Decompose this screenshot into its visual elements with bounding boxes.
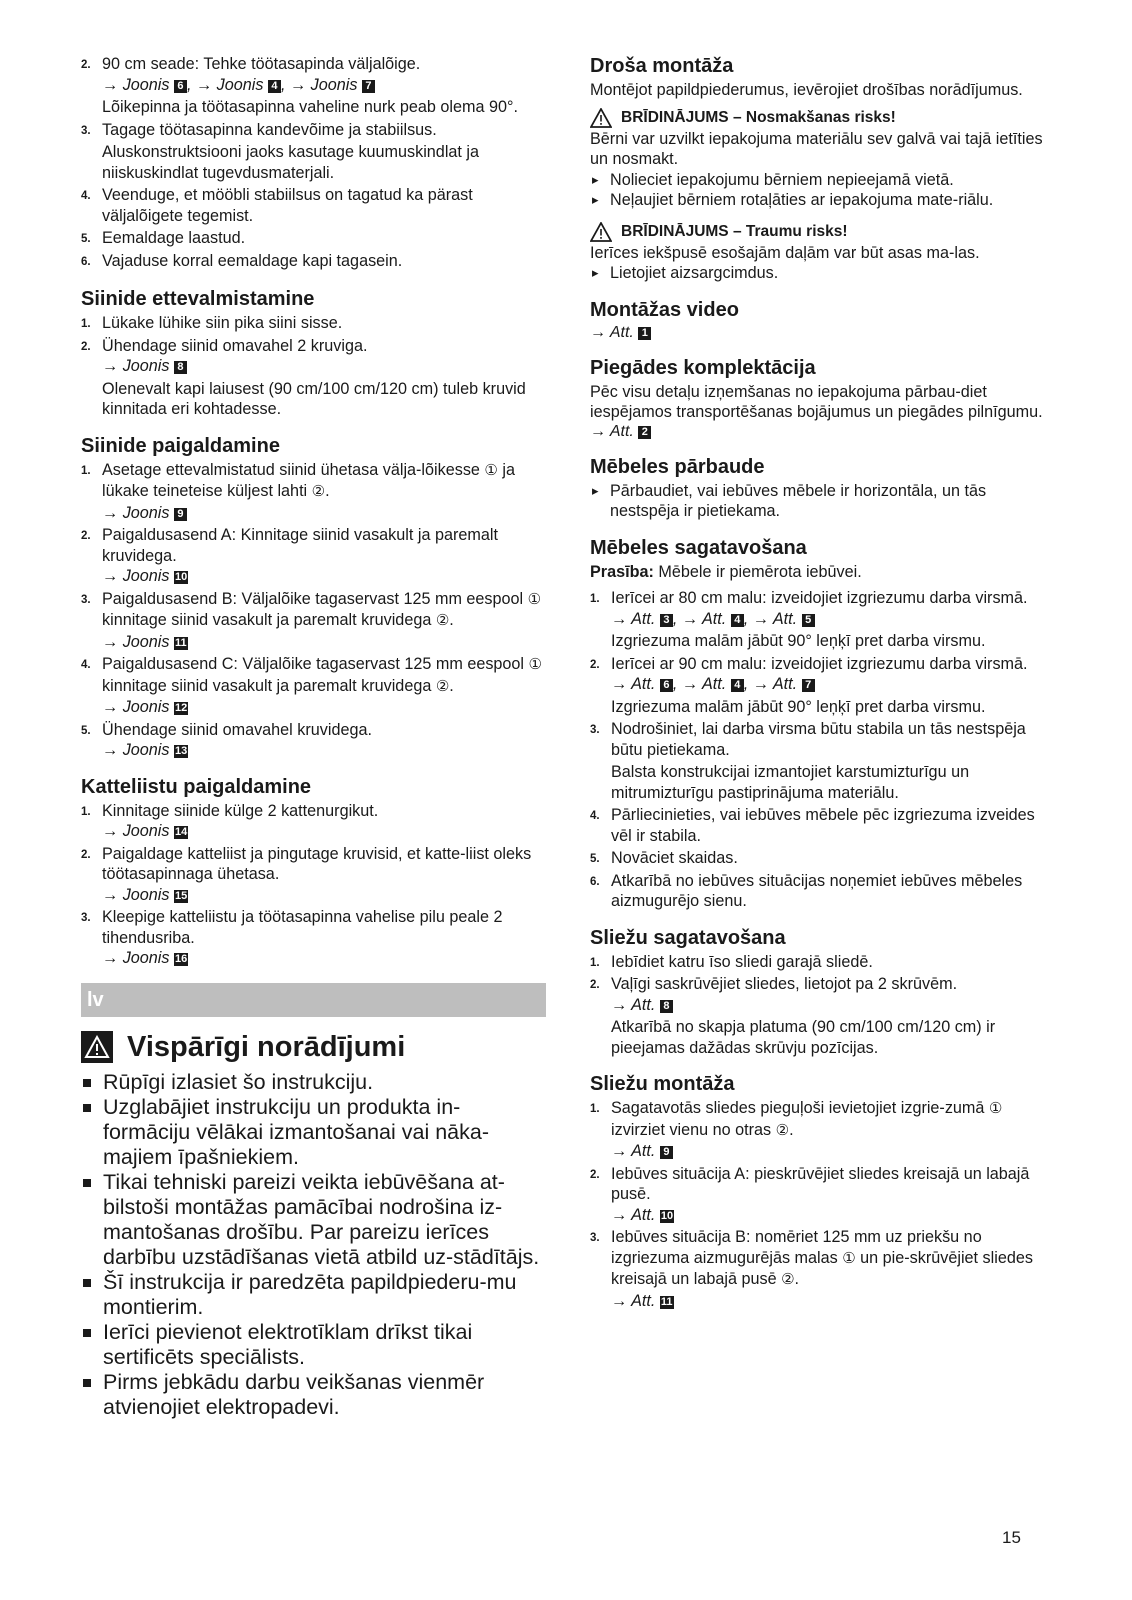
step-number: 1. xyxy=(590,1103,600,1115)
step-number: 6. xyxy=(590,875,600,888)
figure-number: 14 xyxy=(174,826,188,838)
list-item: Šī instrukcija ir paredzēta papildpiederu-mu montierim. xyxy=(81,1270,546,1320)
figure-label: Joonis xyxy=(122,503,170,522)
step-number: 2. xyxy=(590,658,600,671)
check-actions xyxy=(590,481,1055,522)
list-item xyxy=(590,1227,1055,1311)
rails-prep-steps xyxy=(590,952,1055,1059)
step-number: 1. xyxy=(81,805,91,818)
figure-number: 16 xyxy=(174,953,188,965)
figure-link: → Joonis 10 xyxy=(102,567,188,585)
figure-link: → Joonis 11 xyxy=(102,632,187,651)
figure-link: → Att. 11 xyxy=(611,1291,673,1310)
figure-reference: → Joonis 6 , → Joonis 4 , → Joonis 7 xyxy=(102,75,546,96)
list-item xyxy=(81,844,546,906)
figure-reference xyxy=(102,356,546,377)
figure-label: Joonis xyxy=(122,75,170,94)
figure-label: Joonis xyxy=(122,741,170,759)
figure-number: 7 xyxy=(802,679,815,692)
figure-link: → Att. 3 xyxy=(611,610,673,628)
figure-reference xyxy=(611,995,1055,1016)
section-title: Mēbeles pārbaude xyxy=(590,455,765,478)
list-item xyxy=(590,719,1055,803)
section-safe-mounting xyxy=(590,54,1055,284)
step-number: 5. xyxy=(590,853,600,865)
section-furniture-check xyxy=(590,455,1055,522)
figure-link: → Att. 5 xyxy=(753,610,815,628)
warning-title: BRĪDINĀJUMS – Traumu risks! xyxy=(621,222,848,240)
figure-label: Att. xyxy=(701,675,727,693)
list-item xyxy=(81,907,546,969)
list-item xyxy=(590,805,1055,846)
step-text: Kleepige katteliistu ja töötasapinna vahelise pilu peale 2 tihendusriba. xyxy=(102,908,503,947)
general-heading xyxy=(81,1031,546,1064)
list-item xyxy=(590,1098,1055,1162)
step-number: 4. xyxy=(81,190,91,202)
section-title: Katteliistu paigaldamine xyxy=(81,775,312,798)
figure-label: Joonis xyxy=(122,698,170,716)
step-text: Paigaldusasend B: Väljalõike tagaservast 125 mm eespool ① kinnitage siinid vasakult ja paremalt kruvidega ②. xyxy=(102,589,542,629)
figure-label: Att. xyxy=(631,675,656,693)
language-bar: lv xyxy=(81,983,546,1017)
list-item xyxy=(81,313,546,334)
step-number: 2. xyxy=(590,1168,600,1181)
delivery-text: Pēc visu detaļu izņemšanas no iepakojuma pārbau-diet iespējamos transportēšanas bojājumus un piegādes pilnīgumu. xyxy=(590,382,1043,421)
figure-number: 4 xyxy=(268,80,281,93)
figure-number: 6 xyxy=(174,80,187,93)
page-number: 15 xyxy=(1002,1528,1021,1547)
figure-label: Joonis xyxy=(122,567,170,585)
step-text: Iebūves situācija A: pieskrūvējiet sliedes kreisajā un labajā pusē. xyxy=(611,1164,1030,1203)
figure-label: Att. xyxy=(701,609,727,628)
section-title: Montāžas video xyxy=(590,298,739,321)
list-item xyxy=(81,525,546,587)
figure-reference xyxy=(611,1205,1055,1226)
section-title: Piegādes komplektācija xyxy=(590,356,816,379)
step-text: Ühendage siinid omavahel 2 kruviga. xyxy=(102,336,368,355)
list-item xyxy=(590,588,1055,652)
prep-steps xyxy=(590,588,1055,912)
list-item xyxy=(81,460,546,524)
figure-label: Joonis xyxy=(122,357,170,375)
list-item xyxy=(81,228,546,249)
warning-heading xyxy=(590,221,1055,243)
step-text: Vajaduse korral eemaldage kapi tagasein. xyxy=(102,251,403,270)
figure-reference xyxy=(102,885,546,906)
figure-reference xyxy=(102,948,546,969)
rails-mount-steps xyxy=(590,1098,1055,1311)
figure-label: Joonis xyxy=(122,885,170,904)
section-rails-prep-lv xyxy=(590,926,1055,1059)
figure-link: → Att. 9 xyxy=(611,1142,673,1160)
figure-reference: → Att. 2 xyxy=(590,423,1055,441)
list-item xyxy=(590,654,1055,718)
figure-label: Att. xyxy=(631,1142,656,1160)
figure-label: Joonis xyxy=(216,75,264,94)
figure-label: Att. xyxy=(772,675,798,693)
list-item xyxy=(81,54,546,118)
warning-text: Bērni var uzvilkt iepakojuma materiālu sev galvā vai tajā ietīties un nosmakt. xyxy=(590,129,1043,168)
figure-link: → Joonis 13 xyxy=(102,741,188,759)
list-item xyxy=(81,120,546,184)
requirement: Prasība: Mēbele ir piemērota iebūvei. xyxy=(590,562,862,581)
figure-reference xyxy=(102,821,546,842)
list-item xyxy=(81,185,546,226)
installation-steps-list xyxy=(81,54,546,271)
step-note: Atkarībā no skapja platuma (90 cm/100 cm/120 cm) ir pieejamas dažādas skrūvju pozīcijas. xyxy=(611,1018,996,1057)
step-note: Izgriezuma malām jābūt 90° leņķī pret darba virsmu. xyxy=(611,697,986,716)
step-note: Aluskonstruktsiooni jaoks kasutage kuumuskindlat ja niiskuskindlat tugevdusmaterjali. xyxy=(102,143,480,182)
figure-label: Joonis xyxy=(310,75,358,94)
figure-label: Att. xyxy=(631,1291,656,1310)
figure-link: → Joonis 15 xyxy=(102,885,188,904)
list-item: Rūpīgi izlasiet šo instrukciju. xyxy=(81,1070,546,1095)
figure-number: 15 xyxy=(174,889,188,902)
list-item xyxy=(81,589,546,653)
section-delivery xyxy=(590,356,1055,441)
step-number: 3. xyxy=(81,593,91,606)
cover-strip-steps xyxy=(81,801,546,969)
list-item: ▸ Lietojiet aizsargcimdus. xyxy=(590,263,1055,284)
figure-link: → Joonis 6 xyxy=(102,76,187,94)
step-text: Asetage ettevalmistatud siinid ühetasa välja-lõikesse ① ja lükake teineteise küljest lahti ②. xyxy=(102,460,515,500)
figure-reference xyxy=(611,1291,1055,1312)
step-number: 1. xyxy=(590,956,600,969)
step-number: 2. xyxy=(81,340,91,353)
list-item xyxy=(590,871,1055,912)
figure-link: → Att. 6 xyxy=(611,675,673,693)
list-item xyxy=(590,1164,1055,1226)
figure-link: → Att. 4 xyxy=(682,610,744,628)
step-number: 1. xyxy=(81,464,91,477)
figure-label: Att. xyxy=(631,995,656,1014)
step-number: 2. xyxy=(81,59,91,71)
warning-triangle-icon xyxy=(590,222,612,242)
list-item: ▸ Neļaujiet bērniem rotaļāties ar iepakojuma mate-riālu. xyxy=(590,190,1055,211)
figure-label: Att. xyxy=(631,609,656,628)
figure-link: → Joonis 12 xyxy=(102,698,188,716)
list-item: Uzglabājiet instrukciju un produkta in-formāciju vēlākai izmantošanai vai nāka-majiem īpašniekiem. xyxy=(81,1095,546,1170)
rails-install-steps xyxy=(81,460,546,761)
step-text: Novāciet skaidas. xyxy=(611,849,738,867)
figure-reference xyxy=(611,1141,1055,1162)
list-item xyxy=(590,952,1055,973)
list-item: Ierīci pievienot elektrotīklam drīkst tikai sertificēts speciālists. xyxy=(81,1320,546,1370)
section-title: Sliežu sagatavošana xyxy=(590,926,786,949)
figure-reference: → Att. 6 , → Att. 4 , → Att. 7 xyxy=(611,674,1055,695)
list-item: ▸ Pārbaudiet, vai iebūves mēbele ir horizontāla, un tās nestspēja ir pietiekama. xyxy=(590,481,1055,522)
figure-number: 11 xyxy=(660,1295,673,1308)
section-title: Sliežu montāža xyxy=(590,1073,735,1095)
figure-number: 7 xyxy=(362,80,375,93)
section-title: Droša montāža xyxy=(590,55,734,77)
step-number: 1. xyxy=(81,318,91,330)
figure-number: 5 xyxy=(802,614,815,627)
figure-link: → Joonis 8 xyxy=(102,357,187,375)
figure-number: 11 xyxy=(174,636,187,649)
rails-prep-steps xyxy=(81,313,546,420)
list-item xyxy=(81,801,546,842)
figure-reference xyxy=(102,503,546,524)
general-title: Vispārīgi norādījumi xyxy=(127,1030,406,1063)
figure-reference xyxy=(102,740,546,761)
step-text: Eemaldage laastud. xyxy=(102,229,246,247)
step-text: Ierīcei ar 90 cm malu: izveidojiet izgriezumu darba virsmā. xyxy=(611,654,1028,673)
figure-label: Att. xyxy=(631,1205,656,1224)
warning-text: Ierīces iekšpusē esošajām daļām var būt asas ma-las. xyxy=(590,243,980,262)
step-text: Pārliecinieties, vai iebūves mēbele pēc izgriezuma izveides vēl ir stabila. xyxy=(611,806,1035,845)
step-number: 4. xyxy=(590,810,600,822)
step-number: 3. xyxy=(81,124,91,137)
step-note: Olenevalt kapi laiusest (90 cm/100 cm/120 cm) tuleb kruvid kinnitada eri kohtadesse. xyxy=(102,379,526,418)
section-rails-mount-lv xyxy=(590,1072,1055,1311)
list-item xyxy=(81,654,546,718)
figure-number: 10 xyxy=(174,571,188,583)
figure-reference: → Att. 3 , → Att. 4 , → Att. 5 xyxy=(611,609,1055,630)
step-number: 5. xyxy=(81,233,91,245)
figure-label: Joonis xyxy=(122,632,170,651)
step-text: 90 cm seade: Tehke töötasapinda väljalõige. xyxy=(102,55,421,73)
figure-reference xyxy=(102,632,546,653)
step-number: 1. xyxy=(590,593,600,605)
step-note: Izgriezuma malām jābūt 90° leņķī pret darba virsmu. xyxy=(611,632,986,650)
figure-number: 9 xyxy=(660,1146,673,1159)
figure-number: 13 xyxy=(174,745,188,757)
step-number: 6. xyxy=(81,255,91,268)
list-item: Pirms jebkādu darbu veikšanas vienmēr atvienojiet elektropadevi. xyxy=(81,1370,546,1420)
figure-reference xyxy=(102,566,546,587)
list-item xyxy=(590,974,1055,1058)
figure-link: → Joonis 16 xyxy=(102,949,188,967)
step-number: 2. xyxy=(81,848,91,861)
step-number: 3. xyxy=(590,724,600,736)
figure-number: 9 xyxy=(174,508,187,521)
figure-link: → Joonis 9 xyxy=(102,504,187,522)
figure-reference xyxy=(102,697,546,718)
list-item xyxy=(81,251,546,272)
step-number: 3. xyxy=(81,912,91,924)
section-rails-install xyxy=(81,434,546,761)
step-text: Kinnitage siinide külge 2 kattenurgikut. xyxy=(102,801,379,820)
step-text: Paigaldage katteliist ja pingutage kruvisid, et katte-liist oleks töötasapinnaga ühetasa. xyxy=(102,844,532,883)
figure-number: 6 xyxy=(660,679,673,692)
step-text: Vaļīgi saskrūvējiet sliedes, lietojot pa 2 skrūvēm. xyxy=(611,975,958,993)
figure-number: 4 xyxy=(731,679,744,692)
step-text: Ierīcei ar 80 cm malu: izveidojiet izgriezumu darba virsmā. xyxy=(611,589,1028,607)
step-text: Lükake lühike siin pika siini sisse. xyxy=(102,314,343,332)
figure-label: Joonis xyxy=(122,949,170,967)
step-number: 2. xyxy=(590,979,600,991)
intro-text: Montējot papildpiederumus, ievērojiet drošības norādījumus. xyxy=(590,81,1023,99)
figure-label: Joonis xyxy=(122,822,170,840)
list-item xyxy=(81,336,546,420)
step-text: Paigaldusasend C: Väljalõike tagaservast 125 mm eespool ① kinnitage siinid vasakult ja paremalt kruvidega ②. xyxy=(102,655,542,695)
left-column xyxy=(81,54,546,1420)
list-item: Tikai tehniski pareizi veikta iebūvēšana at-bilstoši montāžas pamācībai nodrošina iz-mantošanas drošību. Par pareizu ierīces darbību uzstādīšanas vietā atbild uz-stādītājs. xyxy=(81,1170,546,1270)
list-item xyxy=(81,720,546,761)
section-title: Mēbeles sagatavošana xyxy=(590,536,807,559)
step-number: 2. xyxy=(81,530,91,542)
step-text: Veenduge, et mööbli stabiilsus on tagatud ka pärast väljalõigete tegemist. xyxy=(102,186,473,225)
step-text: Nodrošiniet, lai darba virsma būtu stabila un tās nestspēja būtu pietiekama. xyxy=(611,720,1026,759)
list-item xyxy=(590,848,1055,869)
warning-icon xyxy=(81,1031,113,1063)
general-list xyxy=(81,1070,546,1420)
warning-title: BRĪDINĀJUMS – Nosmakšanas risks! xyxy=(621,108,896,126)
figure-link: → Joonis 7 xyxy=(290,76,375,94)
warning-heading xyxy=(590,107,1055,129)
step-text: Tagage töötasapinna kandevõime ja stabiilsus. xyxy=(102,120,437,139)
section-title: Siinide ettevalmistamine xyxy=(81,288,315,310)
warning-actions xyxy=(590,263,1055,284)
figure-number: 8 xyxy=(660,1000,673,1013)
step-note: Balsta konstrukcijai izmantojiet karstumizturīgu un mitrumizturīgu pastiprinājuma materiālu. xyxy=(611,763,970,802)
step-text: Atkarībā no iebūves situācijas noņemiet iebūves mēbeles aizmugurējo sienu. xyxy=(611,871,1023,910)
figure-link: → Att. 7 xyxy=(753,675,815,693)
warning-actions xyxy=(590,170,1055,211)
figure-number: 3 xyxy=(660,614,673,627)
step-text: Iebūves situācija B: nomēriet 125 mm uz priekšu no izgriezuma aizmugurējās malas ① un pie-skrūvējiet sliedes kreisajā un labajā pusē ②. xyxy=(611,1228,1033,1288)
figure-link: → Joonis 14 xyxy=(102,822,188,840)
right-column xyxy=(590,54,1055,1325)
step-text: Sagatavotās sliedes pieguļoši ievietojiet izgrie-zumā ① izvirziet vienu no otras ②. xyxy=(611,1099,1003,1139)
section-furniture-prep xyxy=(590,536,1055,912)
list-item: ▸ Nolieciet iepakojumu bērniem nepieejamā vietā. xyxy=(590,170,1055,191)
step-text: Ühendage siinid omavahel kruvidega. xyxy=(102,720,372,739)
section-title: Siinide paigaldamine xyxy=(81,434,280,457)
figure-number: 10 xyxy=(660,1209,674,1222)
figure-link: → Att. 10 xyxy=(611,1205,674,1224)
figure-number: 4 xyxy=(731,614,744,627)
figure-number: 12 xyxy=(174,702,188,714)
section-rails-prep xyxy=(81,287,546,420)
step-text: Paigaldusasend A: Kinnitage siinid vasakult ja paremalt kruvidega. xyxy=(102,526,498,565)
figure-number: 8 xyxy=(174,361,187,374)
section-video xyxy=(590,298,1055,342)
section-cover-strip xyxy=(81,775,546,969)
figure-label: Att. xyxy=(772,609,798,628)
figure-link: → Joonis 4 xyxy=(196,76,281,94)
warning-triangle-icon xyxy=(590,108,612,128)
figure-reference: → Att. 1 xyxy=(590,324,1055,342)
step-text: Iebīdiet katru īso sliedi garajā sliedē. xyxy=(611,952,873,971)
step-number: 5. xyxy=(81,724,91,737)
figure-link: → Att. 8 xyxy=(611,996,673,1014)
step-number: 4. xyxy=(81,659,91,671)
figure-link: → Att. 4 xyxy=(682,675,744,693)
step-note: Lõikepinna ja töötasapinna vaheline nurk peab olema 90°. xyxy=(102,98,518,116)
step-number: 3. xyxy=(590,1232,600,1244)
